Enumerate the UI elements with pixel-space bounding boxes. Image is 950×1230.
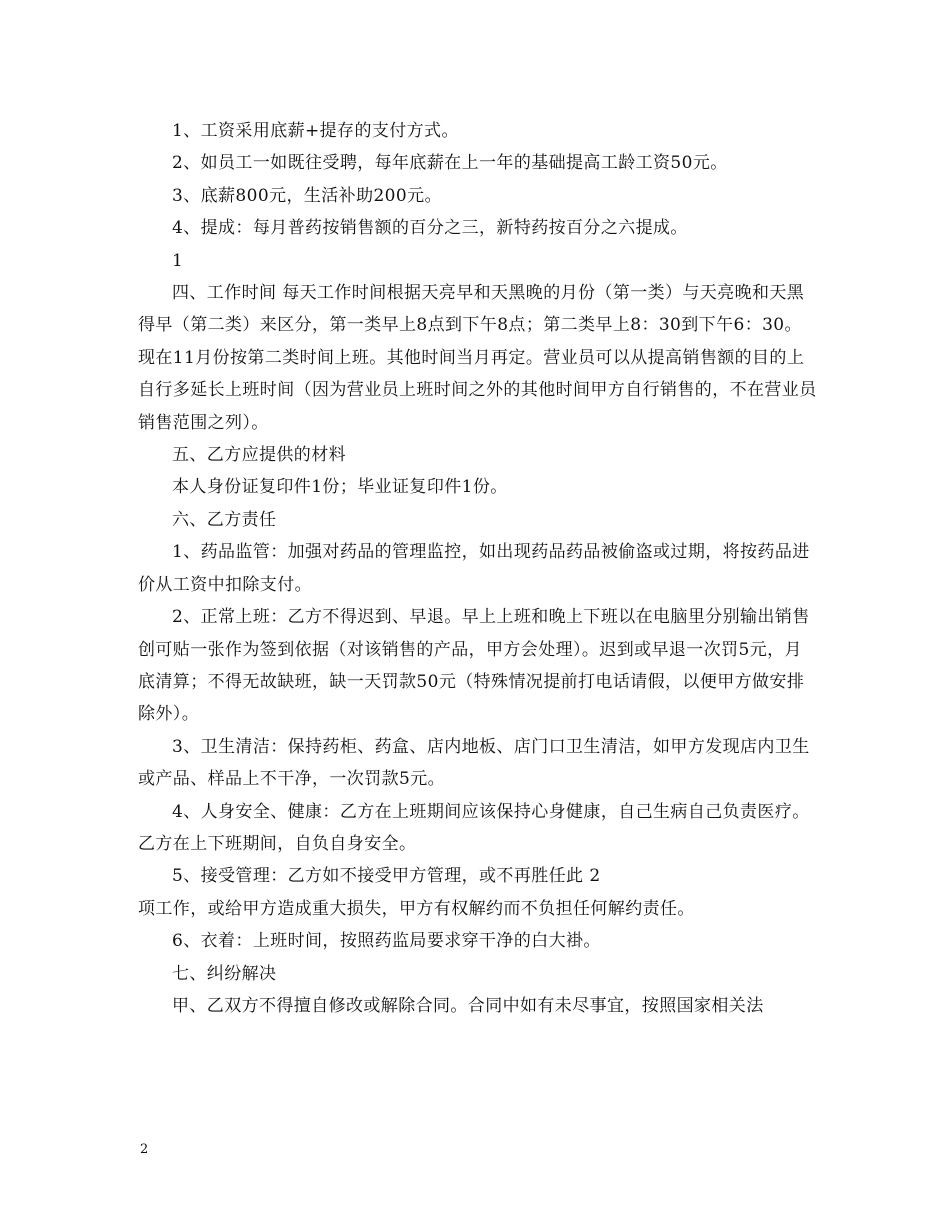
paragraph-seniority-raise: 2、如员工一如既往受聘，每年底薪在上一年的基础提高工龄工资50元。 [172,153,728,174]
footer-page-number: 2 [140,1142,149,1157]
paragraph-materials: 本人身份证复印件1份；毕业证复印件1份。 [172,477,508,498]
inline-page-number: 2 [589,866,601,887]
paragraph-embedded-page-number: 1 [172,250,184,271]
section-heading-disputes: 七、纠纷解决 [172,963,277,984]
paragraph-commission: 4、提成：每月普药按销售额的百分之三，新特药按百分之六提成。 [172,218,688,239]
paragraph-attendance: 2、正常上班：乙方不得迟到、早退。早上上班和晚上下班以在电脑里分别输出销售创可贴一张作为签到依据（对该销售的产品，甲方会处理）。迟到或早退一次罚5元，月底清算；不得无故缺班，缺一天罚款50元（特殊情况提前打电话请假，以便甲方做安排除外）。 [138,607,810,725]
paragraph-management [138,860,818,892]
document-body [138,115,818,1022]
paragraph-safety-health: 4、人身安全、健康：乙方在上班期间应该保持心身健康，自己生病自己负责医疗。乙方在上下班期间，自负自身安全。 [138,801,810,854]
paragraph-drug-supervision: 1、药品监管：加强对药品的管理监控，如出现药品药品被偷盗或过期，将按药品进价从工资中扣除支付。 [138,542,810,595]
paragraph-management-text: 5、接受管理：乙方如不接受甲方管理，或不再胜任此 [172,866,584,887]
paragraph-base-salary: 3、底薪800元，生活补助200元。 [172,185,442,206]
section-heading-responsibilities: 六、乙方责任 [172,509,277,530]
paragraph-disputes: 甲、乙双方不得擅自修改或解除合同。合同中如有未尽事宜，按照国家相关法 [172,995,764,1016]
paragraph-salary-method: 1、工资采用底薪+提存的支付方式。 [172,121,459,141]
paragraph-hygiene: 3、卫生清洁：保持药柜、药盒、店内地板、店门口卫生清洁，如甲方发现店内卫生或产品、样品上不干净，一次罚款5元。 [138,736,810,790]
section-heading-materials: 五、乙方应提供的材料 [172,445,346,466]
section-working-hours: 四、工作时间 每天工作时间根据天亮早和天黑晚的月份（第一类）与天亮晚和天黑得早（第二类）来区分，第一类早上8点到下午8点；第二类早上8：30到下午6：30。现在11月份按第二类时间上班。其他时间当月再定。营业员可以从提高销售额的目的上自行多延长上班时间（因为营业员上班时间之外的其他时间甲方自行销售的，不在营业员销售范围之列）。 [138,283,817,433]
paragraph-attire: 6、衣着：上班时间，按照药监局要求穿干净的白大褂。 [172,931,601,952]
paragraph-management-continued: 项工作，或给甲方造成重大损失，甲方有权解约而不负担任何解约责任。 [138,898,695,919]
